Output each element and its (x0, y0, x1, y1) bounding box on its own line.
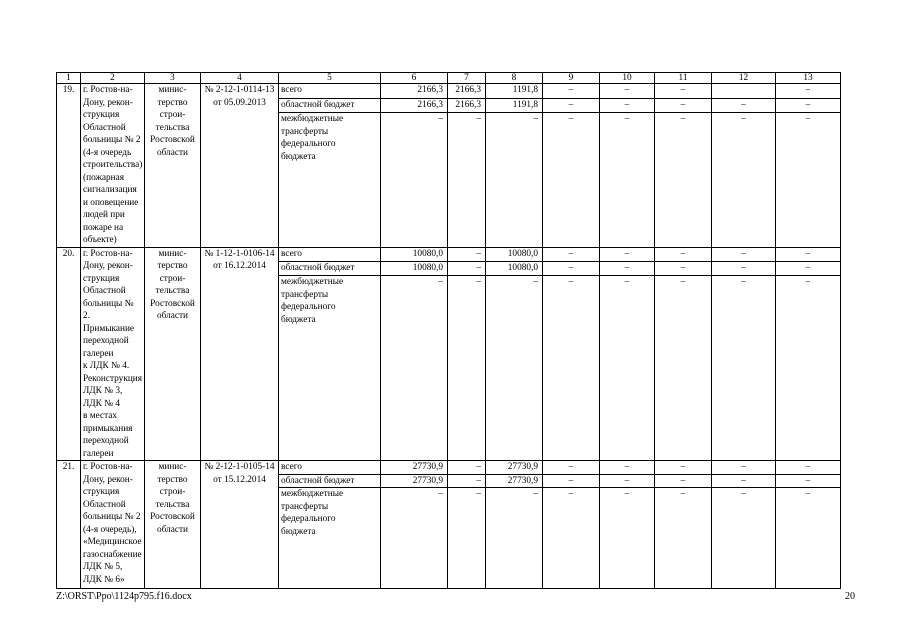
funding-source-cell: всего (279, 84, 381, 99)
document-cell: № 2-12-1-0114-13 от 05.09.2013 (201, 84, 279, 248)
value-cell: – (448, 276, 486, 461)
row-number-cell: 20. (57, 247, 81, 461)
column-header: 2 (81, 73, 145, 84)
value-cell: – (448, 461, 486, 475)
table-row (57, 247, 841, 261)
value-cell: – (655, 113, 712, 247)
page-number: 20 (845, 591, 855, 602)
column-header: 3 (145, 73, 201, 84)
value-cell: – (655, 247, 712, 261)
value-cell: 2166,3 (448, 98, 486, 113)
funding-source-cell: всего (279, 247, 381, 261)
value-cell: 1191,8 (486, 98, 543, 113)
customer-cell: минис- терство строи- тельства Ростовской области (145, 247, 201, 461)
value-cell: – (600, 247, 655, 261)
value-cell: – (712, 474, 776, 488)
value-cell: – (381, 276, 448, 461)
value-cell: – (776, 488, 841, 589)
value-cell: 2166,3 (381, 98, 448, 113)
value-cell: – (486, 488, 543, 589)
value-cell: 27730,9 (486, 474, 543, 488)
row-number-cell: 19. (57, 84, 81, 248)
value-cell: 1191,8 (486, 84, 543, 99)
value-cell: – (543, 276, 600, 461)
value-cell: – (543, 474, 600, 488)
document-cell: № 2-12-1-0105-14 от 15.12.2014 (201, 461, 279, 589)
value-cell: – (655, 276, 712, 461)
value-cell: – (712, 113, 776, 247)
value-cell: – (543, 113, 600, 247)
column-number-header-row (57, 73, 841, 84)
funding-source-cell: областной бюджет (279, 261, 381, 275)
column-header: 8 (486, 73, 543, 84)
value-cell: – (600, 84, 655, 99)
value-cell: – (381, 113, 448, 247)
column-header: 13 (776, 73, 841, 84)
funding-source-cell: межбюджетные трансферты федерального бюджета (279, 276, 381, 461)
value-cell: – (543, 98, 600, 113)
row-number-cell: 21. (57, 461, 81, 589)
value-cell: 10080,0 (381, 261, 448, 275)
column-header: 10 (600, 73, 655, 84)
value-cell: – (655, 261, 712, 275)
column-header: 6 (381, 73, 448, 84)
value-cell: – (543, 247, 600, 261)
customer-cell: минис- терство строи- тельства Ростовской области (145, 84, 201, 248)
value-cell: – (776, 247, 841, 261)
value-cell: 10080,0 (486, 247, 543, 261)
value-cell: – (655, 84, 712, 99)
value-cell: – (600, 461, 655, 475)
value-cell: – (712, 276, 776, 461)
value-cell: – (543, 84, 600, 99)
column-header: 1 (57, 73, 81, 84)
investment-table (56, 72, 841, 589)
value-cell: 27730,9 (381, 474, 448, 488)
value-cell: – (543, 261, 600, 275)
value-cell: – (776, 113, 841, 247)
value-cell: 2166,3 (448, 84, 486, 99)
value-cell: – (776, 474, 841, 488)
value-cell: – (600, 276, 655, 461)
value-cell: – (712, 461, 776, 475)
funding-source-cell: всего (279, 461, 381, 475)
value-cell: – (543, 488, 600, 589)
value-cell: – (600, 113, 655, 247)
footer-file-path: Z:\ORST\Ppo\1124p795.f16.docx (56, 591, 192, 602)
value-cell: – (486, 276, 543, 461)
value-cell: – (600, 98, 655, 113)
value-cell: 2166,3 (381, 84, 448, 99)
object-name-cell: г. Ростов-на- Дону, рекон- струкция Областной больницы № 2 (4-я очередь), «Медицинское газоснабжение ЛДК № 5, ЛДК № 6» (81, 461, 145, 589)
funding-source-cell: межбюджетные трансферты федерального бюджета (279, 113, 381, 247)
value-cell: 10080,0 (381, 247, 448, 261)
value-cell: – (655, 488, 712, 589)
column-header: 7 (448, 73, 486, 84)
column-header: 5 (279, 73, 381, 84)
funding-source-cell: межбюджетные трансферты федерального бюджета (279, 488, 381, 589)
value-cell: – (543, 461, 600, 475)
value-cell: – (655, 98, 712, 113)
value-cell: – (776, 84, 841, 99)
value-cell: – (776, 276, 841, 461)
object-name-cell: г. Ростов-на- Дону, рекон- струкция Областной больницы № 2. Примыкание переходной галереи к ЛДК № 4. Реконструкция ЛДК № 3, ЛДК № 4 в местах примыкания переходной галереи (81, 247, 145, 461)
value-cell: – (712, 488, 776, 589)
value-cell: 10080,0 (486, 261, 543, 275)
value-cell: – (600, 488, 655, 589)
value-cell: – (448, 261, 486, 275)
value-cell: 27730,9 (486, 461, 543, 475)
table-row (57, 84, 841, 99)
value-cell: – (600, 261, 655, 275)
value-cell: – (776, 98, 841, 113)
table-row (57, 461, 841, 475)
value-cell: – (448, 474, 486, 488)
column-header: 11 (655, 73, 712, 84)
column-header: 9 (543, 73, 600, 84)
value-cell: – (712, 247, 776, 261)
column-header: 4 (201, 73, 279, 84)
value-cell: – (381, 488, 448, 589)
value-cell: 27730,9 (381, 461, 448, 475)
customer-cell: минис- терство строи- тельства Ростовской области (145, 461, 201, 589)
value-cell: – (712, 261, 776, 275)
value-cell: – (600, 474, 655, 488)
value-cell: – (776, 261, 841, 275)
value-cell: – (655, 474, 712, 488)
value-cell: – (655, 461, 712, 475)
value-cell: – (448, 488, 486, 589)
funding-source-cell: областной бюджет (279, 474, 381, 488)
funding-source-cell: областной бюджет (279, 98, 381, 113)
column-header: 12 (712, 73, 776, 84)
object-name-cell: г. Ростов-на- Дону, рекон- струкция Областной больницы № 2 (4-я очередь строительства) (пожарная сигнализация и оповещение людей при пожаре на объекте) (81, 84, 145, 248)
value-cell: – (486, 113, 543, 247)
value-cell: – (448, 247, 486, 261)
value-cell: – (712, 98, 776, 113)
value-cell (712, 84, 776, 99)
value-cell: – (776, 461, 841, 475)
value-cell: – (448, 113, 486, 247)
document-cell: № 1-12-1-0106-14 от 16.12.2014 (201, 247, 279, 461)
